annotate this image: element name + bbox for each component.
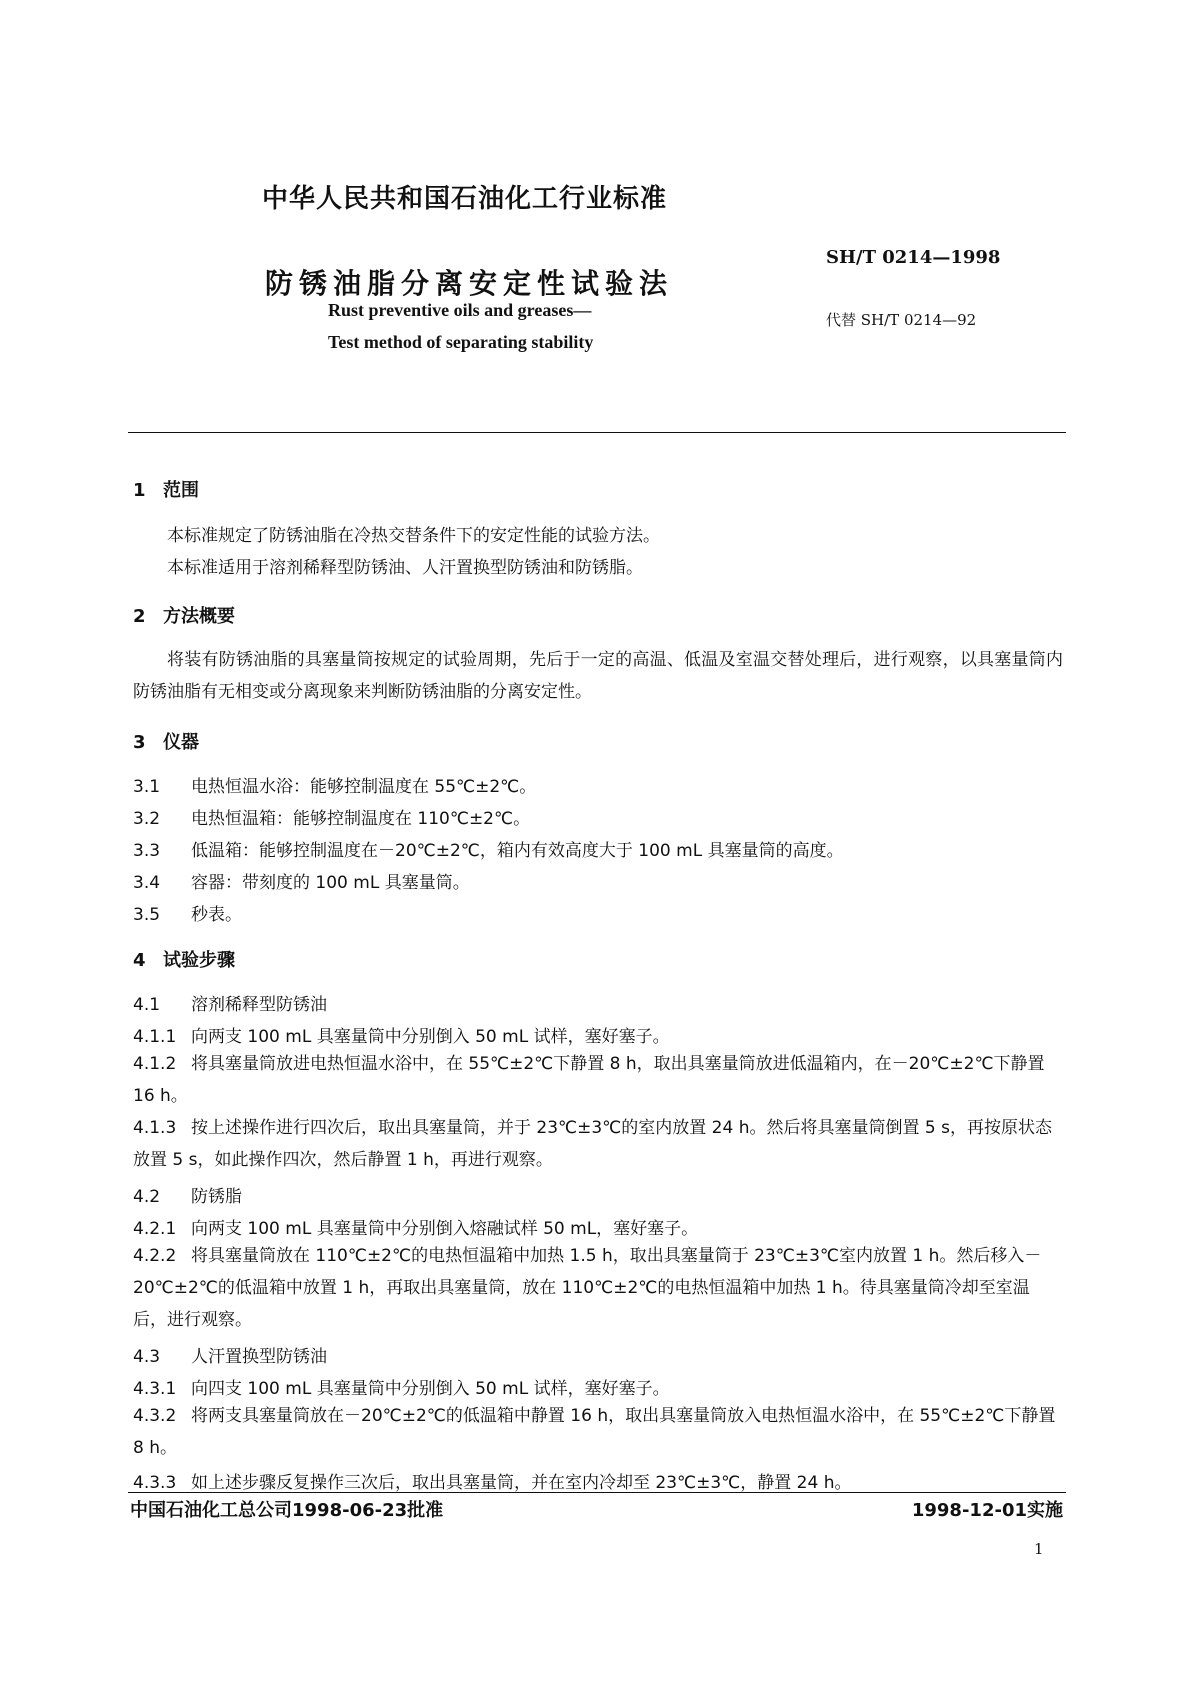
section-heading-3: [133, 728, 199, 754]
clause-item: [133, 804, 530, 829]
clause-text: 低温箱：能够控制温度在－20℃±2℃，箱内有效高度大于 100 mL 具塞量筒的高度。: [191, 841, 844, 861]
issuing-authority: 中华人民共和国石油化工行业标准: [262, 184, 668, 214]
clause-number: 4.3: [133, 1347, 161, 1367]
section-heading-4: [133, 946, 235, 972]
section-number: 2: [133, 606, 146, 627]
clause-text: 将具塞量筒放进电热恒温水浴中，在 55℃±2℃下静置 8 h，取出具塞量筒放进低温箱内，在－20℃±2℃下静置 16 h。: [133, 1054, 1045, 1106]
section-number: 3: [133, 732, 146, 753]
clause-number: 4.3.2: [133, 1406, 177, 1426]
paragraph: 本标准规定了防锈油脂在冷热交替条件下的安定性能的试验方法。: [167, 526, 660, 546]
section-title: 仪器: [163, 732, 199, 753]
clause-number: 4.2: [133, 1187, 161, 1207]
clause-number: 3.4: [133, 873, 161, 893]
replaces-note: 代替 SH/T 0214—92: [826, 311, 977, 329]
clause-item: [133, 836, 844, 861]
footer-divider: [128, 1492, 1066, 1493]
document-title: 防锈油脂分离安定性试验法: [265, 267, 674, 300]
clause-item: [133, 900, 242, 925]
clause-text: 溶剂稀释型防锈油: [191, 995, 327, 1015]
section-title: 范围: [163, 480, 199, 501]
clause-number: 3.3: [133, 841, 161, 861]
clause-item: [133, 868, 470, 893]
clause-text: 人汗置换型防锈油: [191, 1347, 327, 1367]
clause-number: 4.3.3: [133, 1473, 177, 1493]
english-title-line-1: Rust preventive oils and greases—: [328, 300, 592, 320]
standard-code: SH/T 0214—1998: [826, 247, 1001, 268]
clause-text: 按上述操作进行四次后，取出具塞量筒，并于 23℃±3℃的室内放置 24 h。然后将具塞量筒倒置 5 s，再按原状态放置 5 s，如此操作四次，然后静置 1 h，再进行观察。: [133, 1118, 1052, 1170]
clause-item: [133, 1214, 698, 1239]
section-heading-2: [133, 602, 235, 628]
clause-text: 如上述步骤反复操作三次后，取出具塞量筒，并在室内冷却至 23℃±3℃，静置 24 h。: [191, 1473, 852, 1493]
clause-item: [133, 1182, 242, 1207]
header-divider: [128, 432, 1066, 433]
clause-text: 秒表。: [191, 905, 242, 925]
paragraph: 将装有防锈油脂的具塞量筒按规定的试验周期，先后于一定的高温、低温及室温交替处理后，进行观察，以具塞量筒内防锈油脂有无相变或分离现象来判断防锈油脂的分离安定性。: [133, 650, 1063, 702]
clause-text: 防锈脂: [191, 1187, 242, 1207]
clause-text: 向四支 100 mL 具塞量筒中分别倒入 50 mL 试样，塞好塞子。: [191, 1379, 670, 1399]
section-number: 4: [133, 950, 146, 971]
english-title-line-2: Test method of separating stability: [328, 332, 594, 352]
clause-text: 电热恒温水浴：能够控制温度在 55℃±2℃。: [191, 777, 537, 797]
clause-number: 3.2: [133, 809, 161, 829]
implementation-date: 1998-12-01实施: [911, 1500, 1063, 1521]
clause-text: 将两支具塞量筒放在－20℃±2℃的低温箱中静置 16 h，取出具塞量筒放入电热恒温水浴中，在 55℃±2℃下静置 8 h。: [133, 1406, 1056, 1458]
clause-number: 3.5: [133, 905, 161, 925]
clause-number: 4.2.1: [133, 1219, 177, 1239]
paragraph: 本标准适用于溶剂稀释型防锈油、人汗置换型防锈油和防锈脂。: [167, 558, 643, 578]
clause-number: 4.3.1: [133, 1379, 177, 1399]
section-number: 1: [133, 480, 146, 501]
clause-item: [133, 1468, 852, 1493]
clause-text: 向两支 100 mL 具塞量筒中分别倒入 50 mL 试样，塞好塞子。: [191, 1027, 670, 1047]
approval-info: 中国石油化工总公司1998-06-23批准: [130, 1500, 444, 1521]
clause-item: [133, 1112, 1063, 1176]
clause-item: [133, 1022, 670, 1047]
clause-number: 4.1.1: [133, 1027, 177, 1047]
clause-number: 4.1.2: [133, 1054, 177, 1074]
clause-item: [133, 1240, 1063, 1336]
clause-number: 4.2.2: [133, 1246, 177, 1266]
clause-item: [133, 990, 327, 1015]
clause-number: 3.1: [133, 777, 161, 797]
clause-item: [133, 1374, 670, 1399]
clause-item: [133, 1048, 1063, 1112]
clause-item: [133, 1400, 1063, 1464]
section-title: 试验步骤: [163, 950, 235, 971]
clause-item: [133, 1342, 327, 1367]
clause-text: 电热恒温箱：能够控制温度在 110℃±2℃。: [191, 809, 531, 829]
clause-text: 向两支 100 mL 具塞量筒中分别倒入熔融试样 50 mL，塞好塞子。: [191, 1219, 699, 1239]
clause-text: 将具塞量筒放在 110℃±2℃的电热恒温箱中加热 1.5 h，取出具塞量筒于 23℃±3℃室内放置 1 h。然后移入－20℃±2℃的低温箱中放置 1 h，再取出具塞量筒，放在 110℃±2℃的电热恒温箱中加热 1 h。待具塞量筒冷却至室温后，进行观察。: [133, 1246, 1042, 1330]
clause-text: 容器：带刻度的 100 mL 具塞量筒。: [191, 873, 470, 893]
section-title: 方法概要: [163, 606, 235, 627]
page-number: 1: [1034, 1540, 1044, 1558]
clause-number: 4.1.3: [133, 1118, 177, 1138]
clause-number: 4.1: [133, 995, 161, 1015]
section-heading-1: [133, 476, 199, 502]
clause-item: [133, 772, 536, 797]
